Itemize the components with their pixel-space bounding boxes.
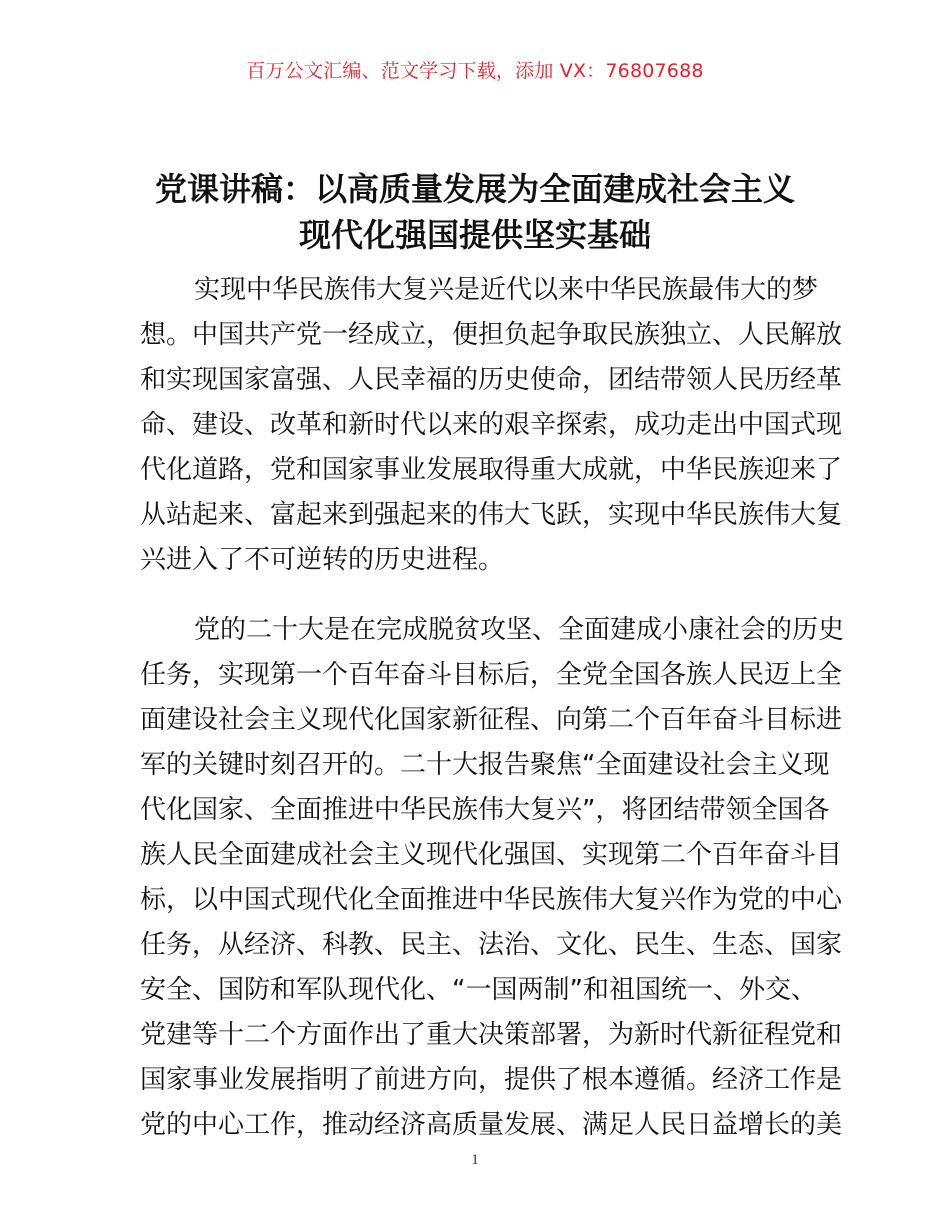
watermark-header: 百万公文汇编、范文学习下载，添加 VX：76807688 <box>246 60 704 82</box>
text-line: 党建等十二个方面作出了重大决策部署，为新时代新征程党和 <box>140 1020 843 1050</box>
title-line: 现代化强国提供坚实基础 <box>298 216 651 254</box>
text-line: 兴进入了不可逆转的历史进程。 <box>140 545 505 575</box>
text-line: 从站起来、富起来到强起来的伟大飞跃，实现中华民族伟大复 <box>140 500 843 530</box>
text-line: 国家事业发展指明了前进方向，提供了根本遵循。经济工作是 <box>140 1065 843 1095</box>
document-title <box>100 166 850 258</box>
text-line: 标，以中国式现代化全面推进中华民族伟大复兴作为党的中心 <box>140 885 843 915</box>
text-line: 想。中国共产党一经成立，便担负起争取民族独立、人民解放 <box>140 320 843 350</box>
text-line: 命、建设、改革和新时代以来的艰辛探索，成功走出中国式现 <box>140 410 843 440</box>
text-line: 实现中华民族伟大复兴是近代以来中华民族最伟大的梦 <box>194 275 819 305</box>
text-line: 任务，从经济、科教、民主、法治、文化、民生、生态、国家 <box>140 930 843 960</box>
text-line: 和实现国家富强、人民幸福的历史使命，团结带领人民历经革 <box>140 365 843 395</box>
paragraph-2 <box>140 608 845 1148</box>
paragraph-1 <box>140 268 843 583</box>
text-line: 族人民全面建成社会主义现代化强国、实现第二个百年奋斗目 <box>140 840 843 870</box>
text-line: 代化国家、全面推进中华民族伟大复兴”，将团结带领全国各 <box>140 795 830 825</box>
title-line: 党课讲稿：以高质量发展为全面建成社会主义 <box>154 170 795 208</box>
text-line: 代化道路，党和国家事业发展取得重大成就，中华民族迎来了 <box>140 455 843 485</box>
text-line: 安全、国防和军队现代化、“一国两制”和祖国统一、外交、 <box>140 975 817 1005</box>
text-line: 军的关键时刻召开的。二十大报告聚焦“全面建设社会主义现 <box>140 750 830 780</box>
text-line: 党的二十大是在完成脱贫攻坚、全面建成小康社会的历史 <box>194 615 845 645</box>
page-number: 1 <box>471 1152 479 1168</box>
text-line: 面建设社会主义现代化国家新征程、向第二个百年奋斗目标进 <box>140 705 843 735</box>
text-line: 党的中心工作，推动经济高质量发展、满足人民日益增长的美 <box>140 1110 843 1140</box>
text-line: 任务，实现第一个百年奋斗目标后，全党全国各族人民迈上全 <box>140 660 843 690</box>
